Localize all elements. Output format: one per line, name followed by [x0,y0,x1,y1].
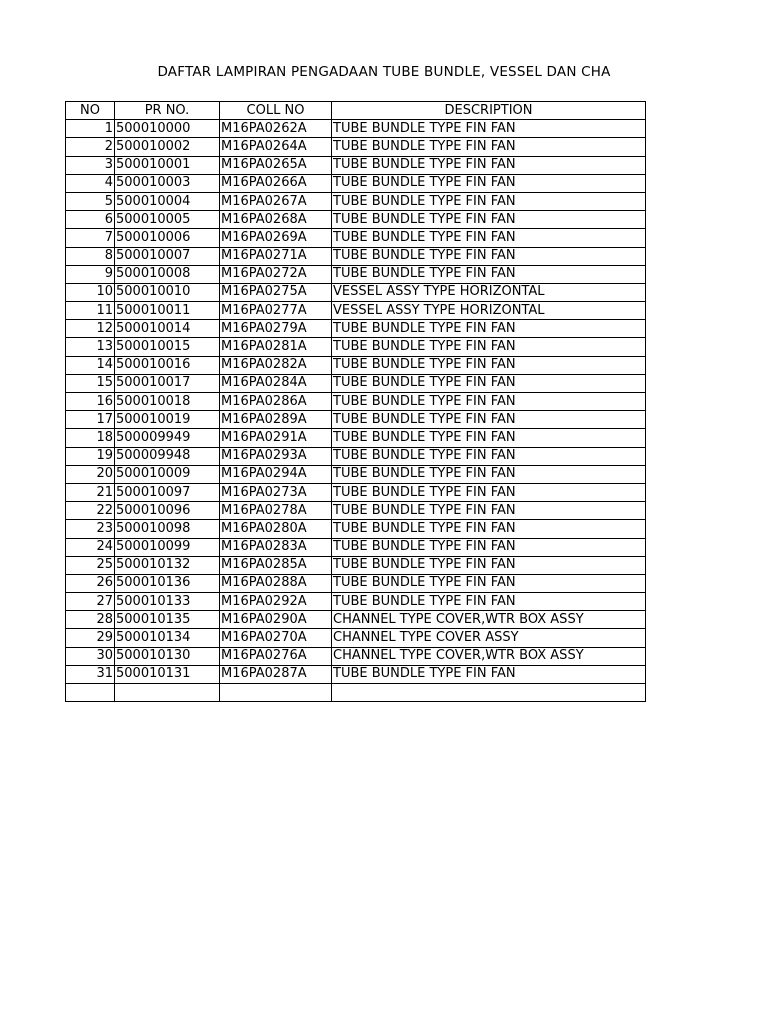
table-row [66,320,646,338]
cell-pr-no: 500010009 [115,465,220,483]
table-row [66,447,646,465]
cell-no: 3 [66,156,115,174]
table-row [66,483,646,501]
cell-coll-no: M16PA0288A [220,574,332,592]
document-title: DAFTAR LAMPIRAN PENGADAAN TUBE BUNDLE, VESSEL DAN CHA [157,64,611,80]
cell-description: TUBE BUNDLE TYPE FIN FAN [332,156,646,174]
cell-pr-no: 500010018 [115,393,220,411]
cell-coll-no: M16PA0276A [220,647,332,665]
cell-description: TUBE BUNDLE TYPE FIN FAN [332,556,646,574]
cell-description: TUBE BUNDLE TYPE FIN FAN [332,411,646,429]
cell-description: CHANNEL TYPE COVER,WTR BOX ASSY [332,611,646,629]
table-row [66,120,646,138]
cell-coll-no: M16PA0282A [220,356,332,374]
cell-coll-no: M16PA0267A [220,192,332,210]
cell-pr-no: 500010015 [115,338,220,356]
table-row [66,465,646,483]
procurement-table [65,101,646,702]
cell-pr-no: 500010005 [115,211,220,229]
cell-pr-no: 500010133 [115,593,220,611]
cell-description: TUBE BUNDLE TYPE FIN FAN [332,665,646,683]
cell-coll-no: M16PA0265A [220,156,332,174]
cell-description: TUBE BUNDLE TYPE FIN FAN [332,320,646,338]
header-pr-no: PR NO. [115,102,220,120]
cell-pr-no: 500010099 [115,538,220,556]
cell-description: TUBE BUNDLE TYPE FIN FAN [332,265,646,283]
table-row [66,283,646,301]
cell-no: 11 [66,302,115,320]
table-row [66,229,646,247]
table-row [66,647,646,665]
cell-coll-no: M16PA0275A [220,283,332,301]
cell-coll-no: M16PA0262A [220,120,332,138]
cell-pr-no: 500010130 [115,647,220,665]
cell-pr-no: 500010135 [115,611,220,629]
cell-coll-no: M16PA0278A [220,502,332,520]
table-row [66,192,646,210]
table-row [66,138,646,156]
cell-no: 21 [66,483,115,501]
table-row [66,629,646,647]
table-row [66,593,646,611]
header-coll-no: COLL NO [220,102,332,120]
cell-no: 22 [66,502,115,520]
cell-coll-no: M16PA0293A [220,447,332,465]
table-body [66,120,646,702]
cell-pr-no: 500009948 [115,447,220,465]
cell-pr-no: 500009949 [115,429,220,447]
cell-description: TUBE BUNDLE TYPE FIN FAN [332,483,646,501]
cell-coll-no: M16PA0287A [220,665,332,683]
cell-coll-no: M16PA0273A [220,483,332,501]
cell-no: 12 [66,320,115,338]
cell-description: TUBE BUNDLE TYPE FIN FAN [332,502,646,520]
table-row [66,429,646,447]
cell-description: TUBE BUNDLE TYPE FIN FAN [332,574,646,592]
header-no: NO [66,102,115,120]
header-description: DESCRIPTION [332,102,646,120]
cell-description: VESSEL ASSY TYPE HORIZONTAL [332,302,646,320]
cell-coll-no [220,684,332,702]
cell-pr-no: 500010011 [115,302,220,320]
cell-coll-no: M16PA0289A [220,411,332,429]
cell-coll-no: M16PA0279A [220,320,332,338]
cell-no: 13 [66,338,115,356]
cell-pr-no: 500010002 [115,138,220,156]
cell-coll-no: M16PA0291A [220,429,332,447]
table-row [66,211,646,229]
cell-no: 8 [66,247,115,265]
cell-description: TUBE BUNDLE TYPE FIN FAN [332,465,646,483]
table-row [66,356,646,374]
cell-description: CHANNEL TYPE COVER ASSY [332,629,646,647]
cell-coll-no: M16PA0283A [220,538,332,556]
cell-no: 15 [66,374,115,392]
cell-coll-no: M16PA0285A [220,556,332,574]
cell-no: 2 [66,138,115,156]
cell-coll-no: M16PA0290A [220,611,332,629]
cell-coll-no: M16PA0270A [220,629,332,647]
cell-pr-no: 500010008 [115,265,220,283]
cell-coll-no: M16PA0271A [220,247,332,265]
table-row [66,665,646,683]
cell-no: 6 [66,211,115,229]
cell-no: 26 [66,574,115,592]
table-header-row [66,102,646,120]
cell-no: 29 [66,629,115,647]
cell-pr-no: 500010131 [115,665,220,683]
table-row [66,374,646,392]
cell-no: 25 [66,556,115,574]
table-row [66,338,646,356]
table-row [66,684,646,702]
cell-no: 16 [66,393,115,411]
cell-pr-no: 500010004 [115,192,220,210]
cell-pr-no: 500010003 [115,174,220,192]
cell-no: 27 [66,593,115,611]
cell-no: 18 [66,429,115,447]
table-row [66,538,646,556]
cell-no: 17 [66,411,115,429]
cell-coll-no: M16PA0292A [220,593,332,611]
cell-pr-no: 500010010 [115,283,220,301]
table-row [66,247,646,265]
cell-description: TUBE BUNDLE TYPE FIN FAN [332,174,646,192]
cell-pr-no: 500010134 [115,629,220,647]
cell-no: 28 [66,611,115,629]
cell-description: TUBE BUNDLE TYPE FIN FAN [332,520,646,538]
table-row [66,611,646,629]
cell-pr-no: 500010014 [115,320,220,338]
table-row [66,520,646,538]
cell-description: TUBE BUNDLE TYPE FIN FAN [332,211,646,229]
cell-coll-no: M16PA0284A [220,374,332,392]
cell-pr-no: 500010001 [115,156,220,174]
cell-pr-no: 500010132 [115,556,220,574]
cell-pr-no: 500010019 [115,411,220,429]
cell-coll-no: M16PA0277A [220,302,332,320]
cell-no: 19 [66,447,115,465]
table-row [66,502,646,520]
cell-coll-no: M16PA0280A [220,520,332,538]
table-row [66,156,646,174]
cell-description [332,684,646,702]
cell-pr-no: 500010017 [115,374,220,392]
cell-no: 20 [66,465,115,483]
cell-pr-no: 500010007 [115,247,220,265]
table-row [66,265,646,283]
table-row [66,574,646,592]
cell-pr-no: 500010097 [115,483,220,501]
cell-no: 5 [66,192,115,210]
cell-coll-no: M16PA0294A [220,465,332,483]
cell-description: VESSEL ASSY TYPE HORIZONTAL [332,283,646,301]
cell-pr-no: 500010136 [115,574,220,592]
cell-no: 9 [66,265,115,283]
cell-description: TUBE BUNDLE TYPE FIN FAN [332,593,646,611]
cell-no: 4 [66,174,115,192]
cell-description: TUBE BUNDLE TYPE FIN FAN [332,229,646,247]
cell-description: TUBE BUNDLE TYPE FIN FAN [332,338,646,356]
cell-coll-no: M16PA0269A [220,229,332,247]
cell-description: TUBE BUNDLE TYPE FIN FAN [332,374,646,392]
cell-no: 1 [66,120,115,138]
table-row [66,556,646,574]
cell-pr-no: 500010006 [115,229,220,247]
table-row [66,174,646,192]
cell-description: TUBE BUNDLE TYPE FIN FAN [332,247,646,265]
cell-coll-no: M16PA0272A [220,265,332,283]
cell-no: 30 [66,647,115,665]
cell-description: TUBE BUNDLE TYPE FIN FAN [332,429,646,447]
cell-description: TUBE BUNDLE TYPE FIN FAN [332,192,646,210]
cell-pr-no: 500010098 [115,520,220,538]
cell-pr-no: 500010000 [115,120,220,138]
cell-description: TUBE BUNDLE TYPE FIN FAN [332,138,646,156]
table-row [66,393,646,411]
cell-coll-no: M16PA0264A [220,138,332,156]
cell-coll-no: M16PA0286A [220,393,332,411]
cell-coll-no: M16PA0281A [220,338,332,356]
cell-no [66,684,115,702]
cell-description: CHANNEL TYPE COVER,WTR BOX ASSY [332,647,646,665]
table-row [66,302,646,320]
cell-no: 31 [66,665,115,683]
cell-pr-no: 500010096 [115,502,220,520]
table-row [66,411,646,429]
cell-pr-no [115,684,220,702]
cell-coll-no: M16PA0268A [220,211,332,229]
cell-description: TUBE BUNDLE TYPE FIN FAN [332,356,646,374]
cell-no: 14 [66,356,115,374]
cell-pr-no: 500010016 [115,356,220,374]
cell-no: 23 [66,520,115,538]
cell-description: TUBE BUNDLE TYPE FIN FAN [332,120,646,138]
cell-no: 24 [66,538,115,556]
cell-no: 10 [66,283,115,301]
cell-description: TUBE BUNDLE TYPE FIN FAN [332,393,646,411]
cell-description: TUBE BUNDLE TYPE FIN FAN [332,447,646,465]
cell-no: 7 [66,229,115,247]
cell-description: TUBE BUNDLE TYPE FIN FAN [332,538,646,556]
cell-coll-no: M16PA0266A [220,174,332,192]
